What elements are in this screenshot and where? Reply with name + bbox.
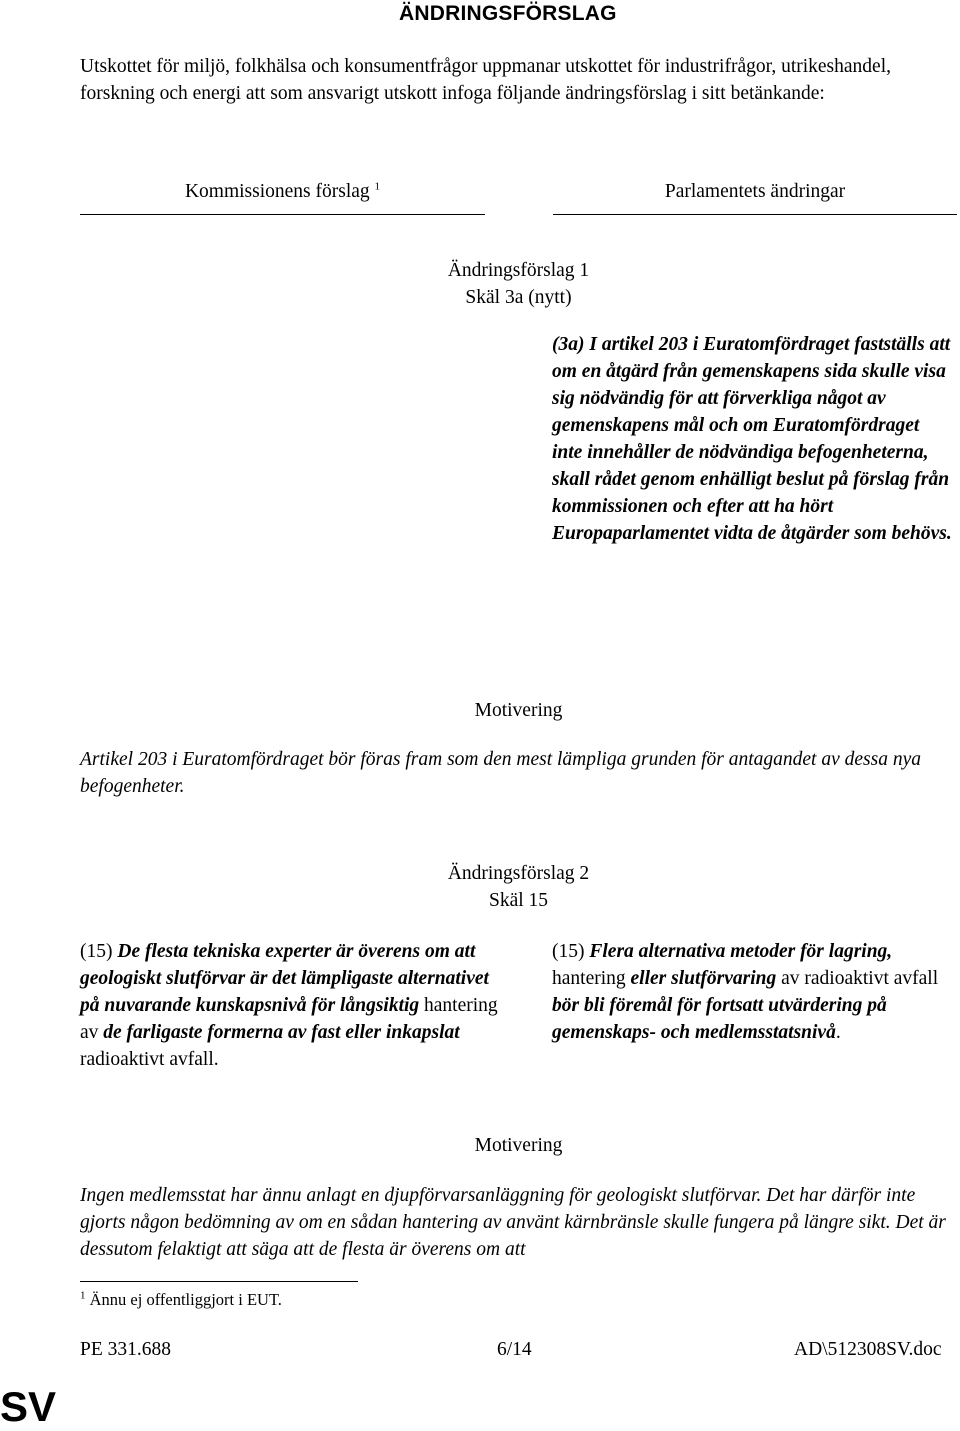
column-rule-left: [80, 214, 485, 215]
text-run: (15): [552, 941, 590, 962]
text-run: .: [835, 1022, 841, 1043]
column-heading-parliament: Parlamentets ändringar: [664, 181, 846, 202]
column-heading-commission-label: Kommissionens förslag: [184, 181, 370, 202]
text-run: hantering av: [80, 995, 498, 1043]
text-run-inserted: bör bli föremål för fortsatt utvärdering på gemenskaps- och medlemsstatsnivå: [552, 995, 887, 1043]
text-run: av radioaktivt avfall: [776, 968, 939, 989]
column-heading-commission: [80, 181, 485, 203]
footnote-separator: [80, 1281, 358, 1282]
amendment-1-heading: [80, 257, 957, 311]
footnote-text: Ännu ej offentliggjort i EUT.: [85, 1290, 282, 1309]
amendment-2-commission-text: [80, 938, 500, 1073]
amendment-1-recital: Skäl 3a (nytt): [465, 287, 572, 308]
language-tag: SV: [0, 1383, 57, 1430]
amendment-1-parliament-text: (3a) I artikel 203 i Euratomfördraget fastställs att om en åtgärd från gemenskapens sida skulle visa sig nödvändig för att förverkliga något av gemenskapens mål och om Euratomfördraget inte innehåller de nödvändiga befogenheterna, skall rådet genom enhälligt beslut på förslag från kommissionen och efter att ha hört Europaparlamentet vidta de åtgärder som behövs.: [552, 334, 952, 544]
footer-page-number: 6/14: [497, 1339, 532, 1360]
footer-doc-ref: PE 331.688: [80, 1339, 172, 1360]
text-run: hantering: [552, 968, 631, 989]
text-run-inserted: Flera alternativa metoder för lagring,: [589, 941, 893, 962]
amendment-2-number: Ändringsförslag 2: [447, 863, 590, 884]
amendment-1-motivation: Artikel 203 i Euratomfördraget bör föras fram som den mest lämpliga grunden för antagandet av dessa nya befogenheter.: [80, 749, 921, 797]
amendment-1-motivation-label: Motivering: [474, 700, 563, 721]
column-rule-right: [553, 214, 957, 215]
amendment-2-motivation: Ingen medlemsstat har ännu anlagt en djupförvarsanläggning för geologiskt slutförvar. Det har därför inte gjorts någon bedömning av om en sådan hantering av använt kärnbränsle skulle fungera på längre sikt. Det är dessutom felaktigt att säga att de flesta är överens om att: [80, 1185, 946, 1260]
intro-paragraph: Utskottet för miljö, folkhälsa och konsumentfrågor uppmanar utskottet för industrifrågor, utrikeshandel, forskning och energi att som ansvarigt utskott infoga följande ändringsförslag i sitt betänkande:: [80, 56, 891, 104]
text-run: (15): [80, 941, 118, 962]
text-run-deleted: De flesta tekniska experter är överens om att geologiskt slutförvar är det lämpligaste alternativet på nuvarande kunskapsnivå för långsiktig: [80, 941, 489, 1016]
footnote-reference: 1: [374, 180, 381, 193]
amendment-2-recital: Skäl 15: [488, 890, 549, 911]
amendment-2-heading: [80, 860, 957, 914]
amendment-2-parliament-text: [552, 938, 957, 1046]
text-run: radioaktivt avfall.: [80, 1049, 219, 1070]
footnote: [80, 1290, 282, 1310]
text-run-deleted: de farligaste formerna av fast eller inkapslat: [103, 1022, 460, 1043]
page-title: ÄNDRINGSFÖRSLAG: [399, 2, 617, 25]
amendment-2-motivation-label: Motivering: [474, 1135, 563, 1156]
footnote-number: 1: [80, 1289, 86, 1302]
text-run-inserted: eller slutförvaring: [630, 968, 777, 989]
footer-file-name: AD\512308SV.doc: [794, 1339, 942, 1360]
amendment-1-number: Ändringsförslag 1: [447, 260, 590, 281]
